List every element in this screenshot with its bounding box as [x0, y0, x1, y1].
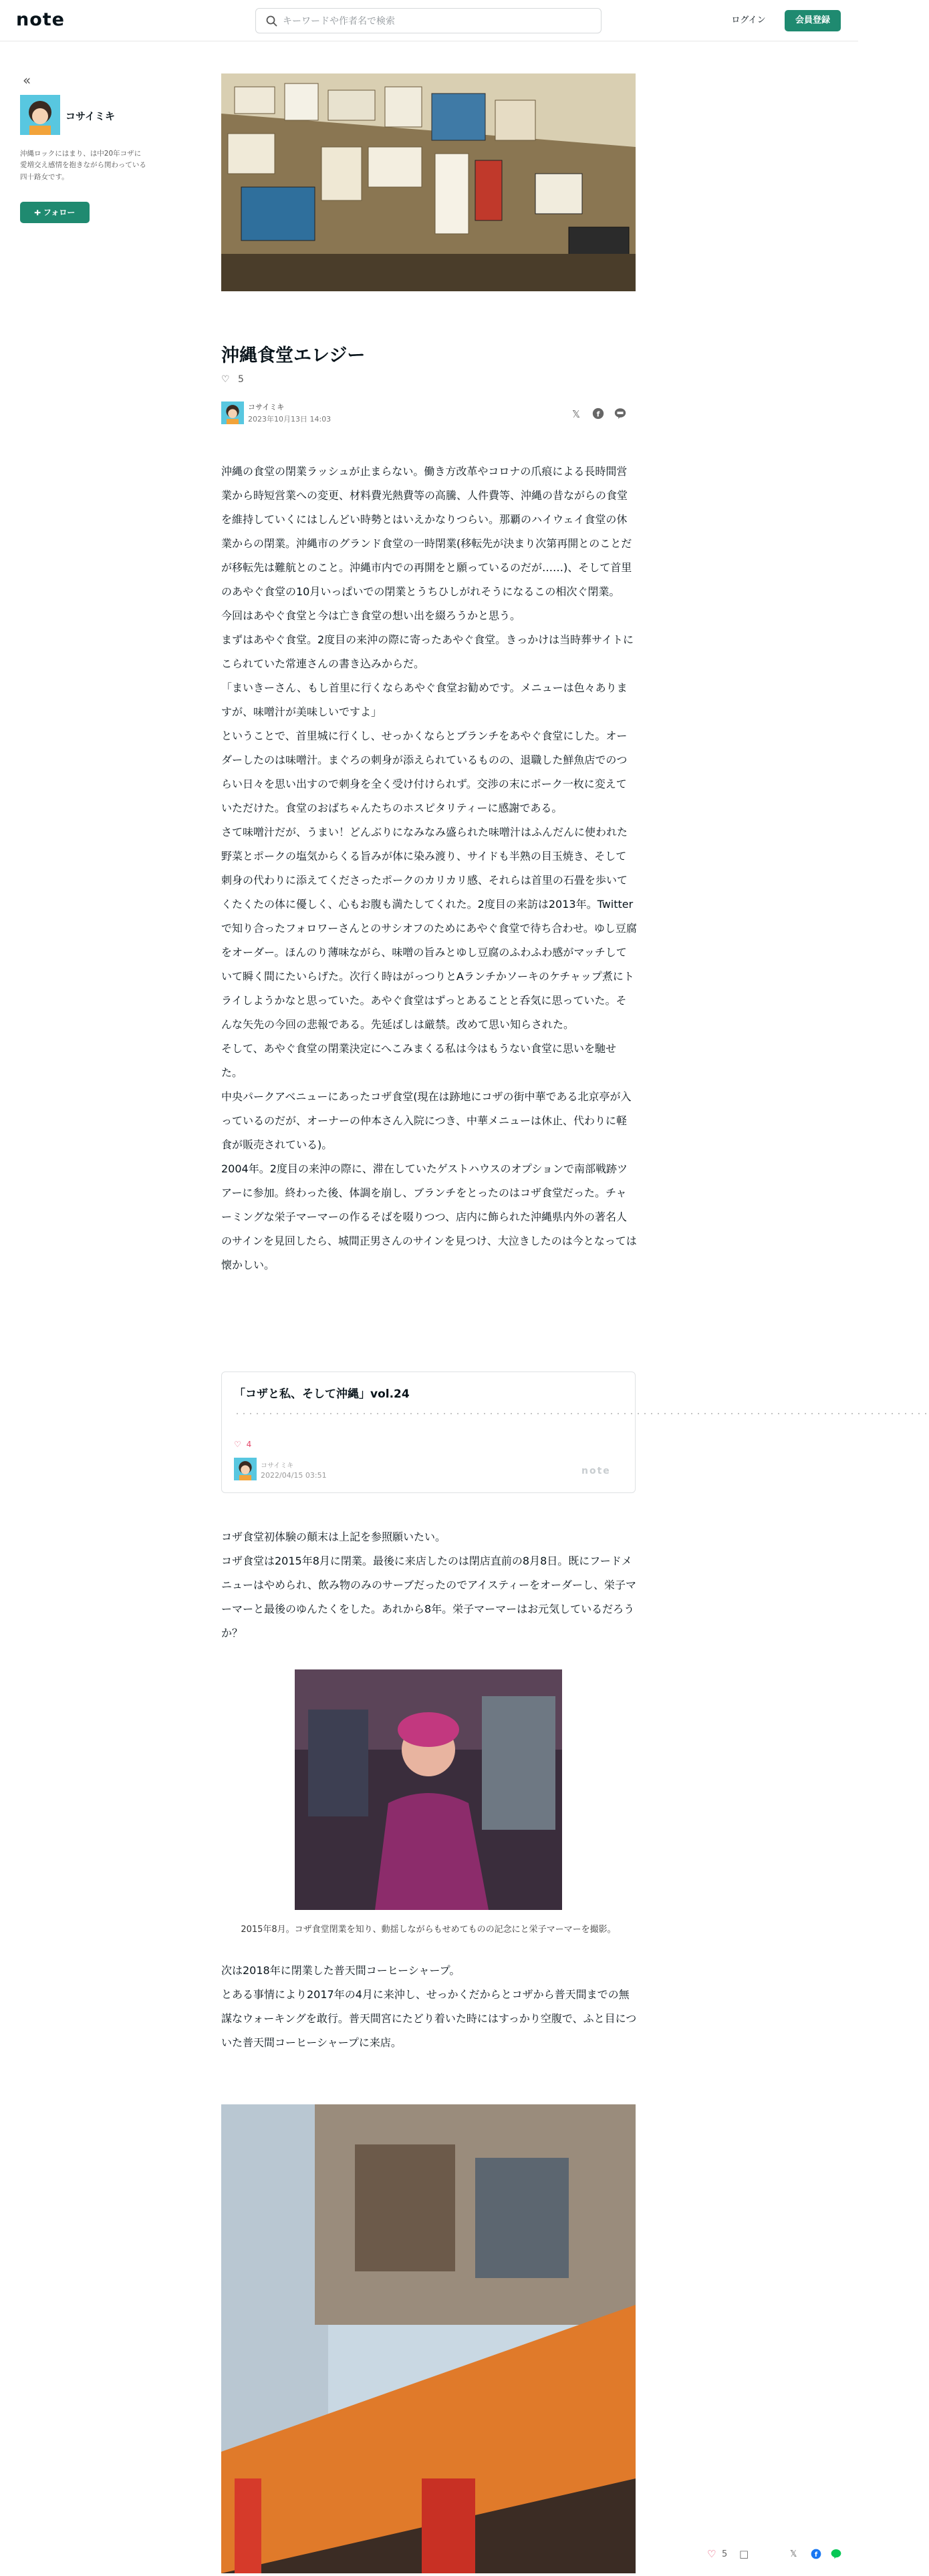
- svg-text:f: f: [814, 2551, 818, 2559]
- author-avatar-small[interactable]: [221, 401, 244, 424]
- restaurant-wall-image: [221, 73, 636, 291]
- like-area[interactable]: [221, 374, 244, 385]
- embed-title[interactable]: 「コザと私、そして沖縄」vol.24: [234, 1388, 410, 1401]
- author-name[interactable]: コサイミキ: [248, 403, 285, 412]
- x-share-icon[interactable]: 𝕏: [790, 2549, 797, 2559]
- facebook-share-icon[interactable]: [810, 2548, 822, 2563]
- author-row: [221, 401, 636, 426]
- bookmark-icon[interactable]: □: [739, 2548, 749, 2560]
- paragraph: とある事情により2017年の4月に来沖し、せっかくだからとコザから普天間までの無謀なウォーキングを敢行。普天間宮にたどり着いた時にはすっかり空腹で、ふと目についた普天間コーヒーシャープに来店。: [221, 1988, 637, 2049]
- login-button[interactable]: ログイン: [731, 15, 766, 25]
- line-share-icon[interactable]: [613, 407, 628, 422]
- svg-text:f: f: [596, 410, 600, 419]
- heart-icon[interactable]: ♡: [221, 374, 230, 385]
- embed-like-count: 4: [246, 1440, 252, 1449]
- header-image: [221, 73, 636, 291]
- embedded-article-card[interactable]: [221, 1372, 929, 1493]
- article-body-2: [221, 1525, 637, 1645]
- publish-date: 2023年10月13日 14:03: [248, 415, 331, 424]
- paragraph: 2004年。2度目の来沖の際に、滞在していたゲストハウスのオプションで南部戦跡ツアーに参加。終わった後、体調を崩し、ブランチをとったのはコザ食堂だった。チャーミングな栄子マーマーの作るそばを啜りつつ、店内に飾られた沖縄県内外の著名人のサインを見回したら、城間正男さんのサインを見つけ、大泣きしたのは今となっては懐かしい。: [221, 1162, 637, 1271]
- sidebar-bio: 沖縄ロックにはまり、は中20年コザに愛増交え感情を抱きながら関わっている四十路女です。: [20, 150, 146, 181]
- follow-button[interactable]: [20, 202, 90, 223]
- embed-author-name: コサイミキ: [261, 1462, 294, 1470]
- photo-caption: 2015年8月。コザ食堂閉業を知り、動揺しながらもせめてものの記念にと栄子マーマーを撮影。: [241, 1925, 616, 1935]
- note-logo[interactable]: note: [16, 9, 65, 30]
- paragraph: 次は2018年に閉業した普天間コーヒーシャープ。: [221, 1964, 460, 1977]
- paragraph: 中央パークアベニューにあったコザ食堂(現在は跡地にコザの街中華である北京亭が入っているのだが、オーナーの仲本さん入院につき、中華メニューは休止、代わりに軽食が販売されている)。: [221, 1090, 632, 1151]
- note-brand-logo: note: [581, 1466, 611, 1476]
- signup-button[interactable]: 会員登録: [785, 10, 841, 31]
- collapse-sidebar-icon[interactable]: «: [23, 72, 31, 88]
- search-input[interactable]: [283, 14, 590, 29]
- embed-date: 2022/04/15 03:51: [261, 1471, 327, 1480]
- paragraph: 「まいきーさん、もし首里に行くならあやぐ食堂お勧めです。メニューは色々ありますが、味噌汁が美味しいですよ」: [221, 681, 628, 718]
- paragraph: そして、あやぐ食堂の閉業決定にへこみまくる私は今はもうない食堂に思いを馳せた。: [221, 1042, 617, 1079]
- heart-icon: ♡: [234, 1440, 241, 1449]
- author-avatar[interactable]: [20, 95, 60, 135]
- embed-description: ・・・・・・・・・・・・・・・・・・・・・・・・・・・・・・・・・・・・・・・・・・・・・・・・・・・・・・・・・・・・・・・・・・・・・・・・・・・・・・・・・・・・・・・・・・・・・・・・・・・・・・・・: [234, 1411, 929, 1418]
- facebook-share-icon[interactable]: [591, 407, 606, 422]
- add-user-icon: ➕︎: [34, 208, 41, 217]
- heart-icon[interactable]: ♡: [707, 2548, 716, 2560]
- paragraph: 沖縄の食堂の閉業ラッシュが止まらない。働き方改革やコロナの爪痕による長時間営業から時短営業への変更、材料費光熱費等の高騰、人件費等、沖縄の昔ながらの食堂を維持していくにはしんどい時勢とはいえかなりつらい。那覇のハイウェイ食堂の休業からの閉業。沖縄市のグランド食堂の一時閉業(移転先が決まり次第再開とのことだが移転先は難航とのこと。沖縄市内での再開をと願っているのだが……)、そして首里のあやぐ食堂の10月いっぱいでの閉業とうちひしがれそうになるこの相次ぐ閉業。: [221, 465, 632, 598]
- paragraph: コザ食堂は2015年8月に閉業。最後に来店したのは閉店直前の8月8日。既にフードメニューはやめられ、飲み物のみのサーブだったのでアイスティーをオーダーし、栄子マーマーと最後のゆんたくをした。あれから8年。栄子マーマーはお元気しているだろうか？: [221, 1555, 636, 1639]
- paragraph: まずはあやぐ食堂。2度目の来沖の際に寄ったあやぐ食堂。きっかけは当時葬サイトにこられていた常連さんの書き込みからだ。: [221, 633, 634, 670]
- eiko-mama-photo[interactable]: [295, 1669, 562, 1910]
- search-icon: [265, 15, 279, 28]
- search-box[interactable]: [255, 8, 602, 33]
- x-share-icon[interactable]: 𝕏: [571, 408, 581, 420]
- paragraph: コザ食堂初体験の顛末は上記を参照願いたい。: [221, 1531, 446, 1543]
- float-like-count: 5: [722, 2549, 728, 2559]
- paragraph: さて味噌汁だが、うまい！どんぶりになみなみ盛られた味噌汁はふんだんに使われた野菜とポークの塩気からくる旨みが体に染み渡り、サイドも半熟の目玉焼き、そして刺身の代わりに添えてくださったポークのカリカリ感、それらは首里の石畳を歩いてくたくたの体に優しく、心もお腹も満たしてくれた。2度目の来訪は2013年。Twitterで知り合ったフォロワーさんとのサシオフのためにあやぐ食堂で待ち合わせ。ゆし豆腐をオーダー。ほんのり薄味ながら、味噌の旨みとゆし豆腐のふわふわ感がマッチしていて瞬く間にたいらげた。次行く時はがっつりとAランチかソーキのケチャップ煮にトライしようかなと思っていた。あやぐ食堂はずっとあることと呑気に思っていた。そんな矢先の今回の悲報である。先延ばしは厳禁。改めて思い知らされた。: [221, 826, 637, 1031]
- article-body-3: [221, 1959, 637, 2055]
- paragraph: ということで、首里城に行くし、せっかくならとブランチをあやぐ食堂にした。オーダーしたのは味噌汁。まぐろの刺身が添えられているものの、退職した鮮魚店でのつらい日々を思い出すので刺身を全く受け付けられず。交渉の末にポーク一枚に変えていただけた。食堂のおばちゃんたちのホスピタリティーに感謝である。: [221, 730, 628, 814]
- sidebar-author-name[interactable]: コサイミキ: [65, 110, 115, 122]
- line-share-icon[interactable]: [830, 2548, 842, 2563]
- floating-action-bar: [707, 2545, 850, 2565]
- header: [0, 0, 858, 41]
- article-body-1: [221, 460, 637, 1277]
- follow-label: フォロー: [43, 208, 76, 217]
- embed-author-avatar: [234, 1458, 257, 1480]
- paragraph: 今回はあやぐ食堂と今は亡き食堂の想い出を綴ろうかと思う。: [221, 609, 521, 622]
- like-count: 5: [238, 374, 244, 385]
- article-title: 沖縄食堂エレジー: [221, 345, 366, 366]
- embed-like-area: [234, 1440, 251, 1449]
- futenma-coffee-shop-photo[interactable]: [221, 2104, 636, 2573]
